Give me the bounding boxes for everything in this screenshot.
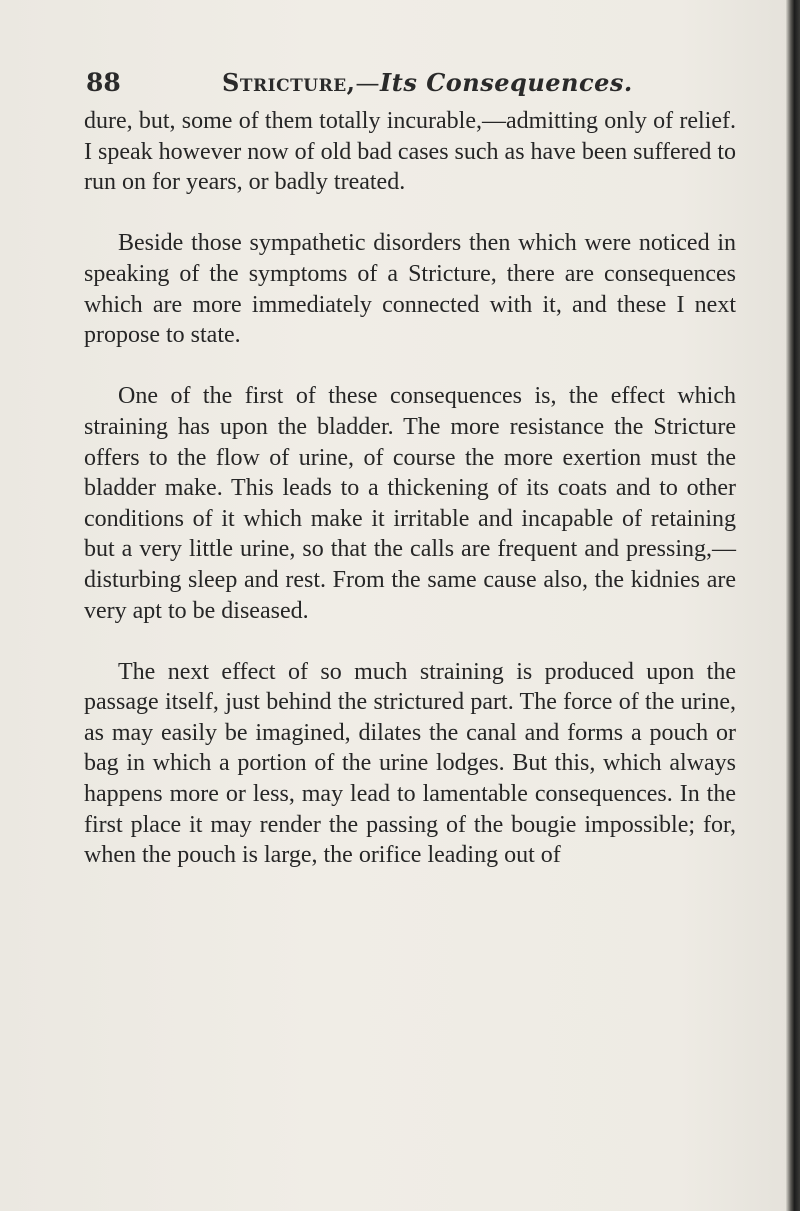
page-number: 88: [86, 68, 121, 97]
page-edge-shadow: [786, 0, 800, 1211]
paragraph-4: The next effect of so much straining is produced upon the passage itself, just behind the strictured part. The force of the urine, as may easily be imagined, dilates the canal and forms a pouch or bag in which a portion of the urine lodges. But this, which always happens more or less, may lead to lamentable consequences. In the first place it may render the passing of the bougie impossible; for, when the pouch is large, the orifice leading out of: [84, 658, 736, 869]
paragraph-1: dure, but, some of them totally incurable,—admitting only of relief. I speak however now of old bad cases such as have been suffered to run on for years, or badly treated.: [84, 108, 736, 196]
body-text: [84, 106, 736, 871]
running-title: [222, 68, 633, 97]
running-header: [76, 64, 716, 104]
paragraph-2: Beside those sympathetic disorders then which were noticed in speaking of the symptoms of a Stricture, there are consequences which are more immediately connected with it, and these I next propose to state.: [84, 230, 736, 349]
running-title-italic: Its Consequences.: [380, 68, 633, 97]
running-title-dash: —: [355, 69, 381, 97]
paragraph-3: One of the first of these consequences is, the effect which straining has upon the bladder. The more resistance the Stricture offers to the flow of urine, of course the more exertion must the bladder make. This leads to a thickening of its coats and to other conditions of it which make it irritable and incapable of retaining but a very little urine, so that the calls are frequent and pressing,—disturbing sleep and rest. From the same cause also, the kidnies are very apt to be diseased.: [84, 383, 736, 624]
running-title-smallcaps: Stricture,: [222, 68, 356, 97]
